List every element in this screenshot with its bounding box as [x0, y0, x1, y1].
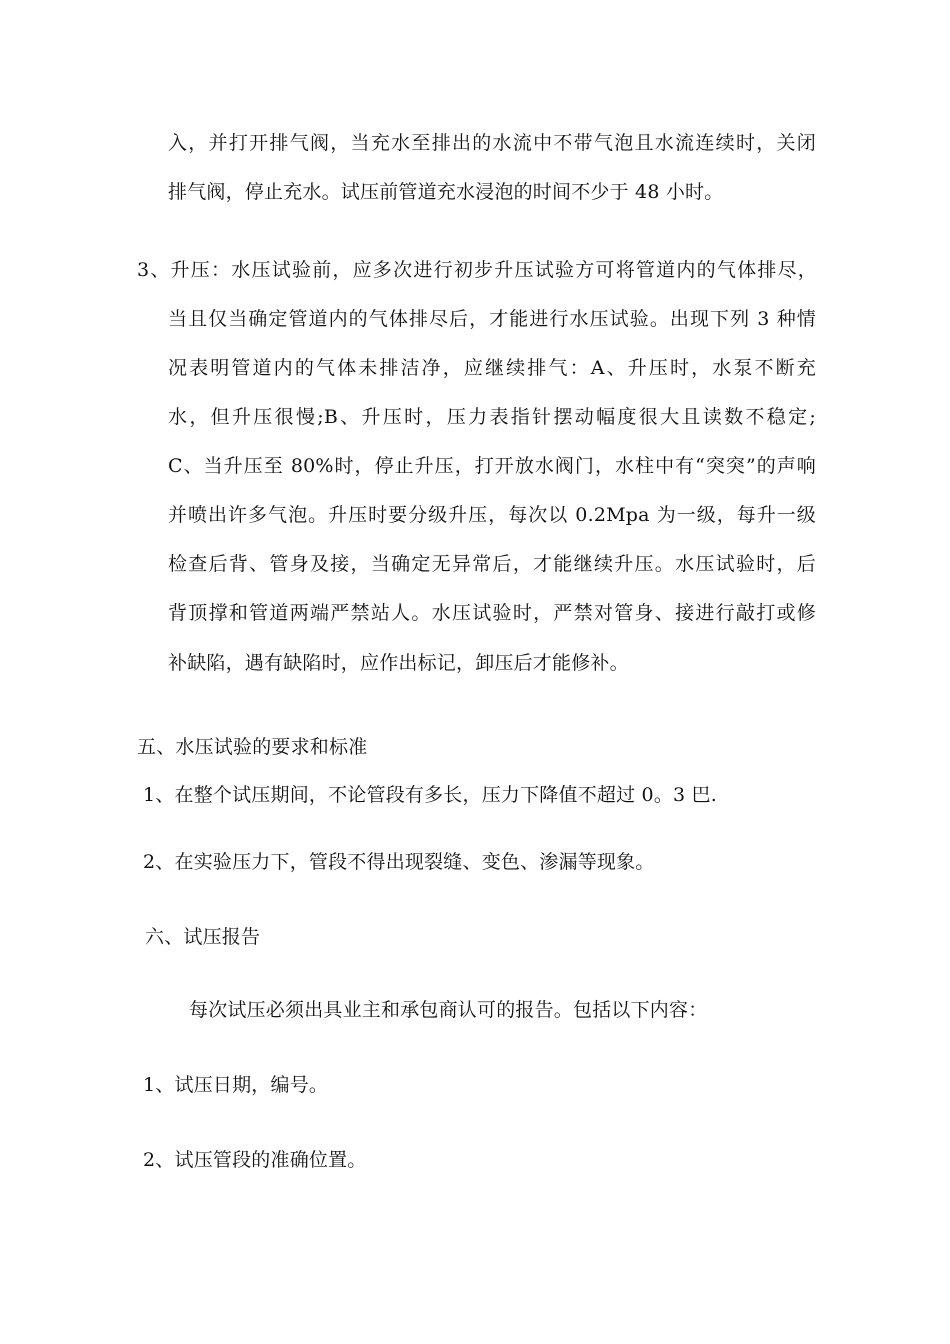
item-3-line: 水，但升压很慢;B、升压时，压力表指针摆动幅度很大且读数不稳定; [168, 406, 816, 428]
section-6-item-1: 1、试压日期，编号。 [143, 1074, 329, 1096]
section-5-item-1: 1、在整个试压期间，不论管段有多长，压力下降值不超过 0。3 巴. [143, 784, 717, 806]
section-5-item-2: 2、在实验压力下，管段不得出现裂缝、变色、渗漏等现象。 [143, 851, 655, 873]
paragraph-line: 入，并打开排气阀，当充水至排出的水流中不带气泡且水流连续时，关闭 [168, 132, 816, 154]
item-3-line: 检查后背、管身及接，当确定无异常后，才能继续升压。水压试验时，后 [168, 553, 816, 575]
item-3-line: C、当升压至 80%时，停止升压，打开放水阀门，水柱中有“突突”的声响 [168, 455, 816, 477]
item-3-first-line: 3、升压：水压试验前，应多次进行初步升压试验方可将管道内的气体排尽， [137, 259, 817, 281]
paragraph-line: 排气阀，停止充水。试压前管道充水浸泡的时间不少于 48 小时。 [168, 181, 724, 203]
item-3-line: 补缺陷，遇有缺陷时，应作出标记，卸压后才能修补。 [168, 652, 629, 674]
section-6-heading: 六、试压报告 [145, 926, 261, 948]
item-3-line: 当且仅当确定管道内的气体排尽后，才能进行水压试验。出现下列 3 种情 [168, 308, 816, 330]
section-5-heading: 五、水压试验的要求和标准 [137, 736, 368, 758]
item-3-line: 背顶撑和管道两端严禁站人。水压试验时，严禁对管身、接进行敲打或修 [168, 602, 816, 624]
item-3-line: 况表明管道内的气体未排洁净，应继续排气：A、升压时，水泵不断充 [168, 357, 816, 379]
section-6-item-2: 2、试压管段的准确位置。 [143, 1149, 367, 1171]
section-6-intro: 每次试压必须出具业主和承包商认可的报告。包括以下内容： [189, 999, 708, 1021]
item-3-line: 并喷出许多气泡。升压时要分级升压，每次以 0.2Mpa 为一级，每升一级 [168, 504, 816, 526]
